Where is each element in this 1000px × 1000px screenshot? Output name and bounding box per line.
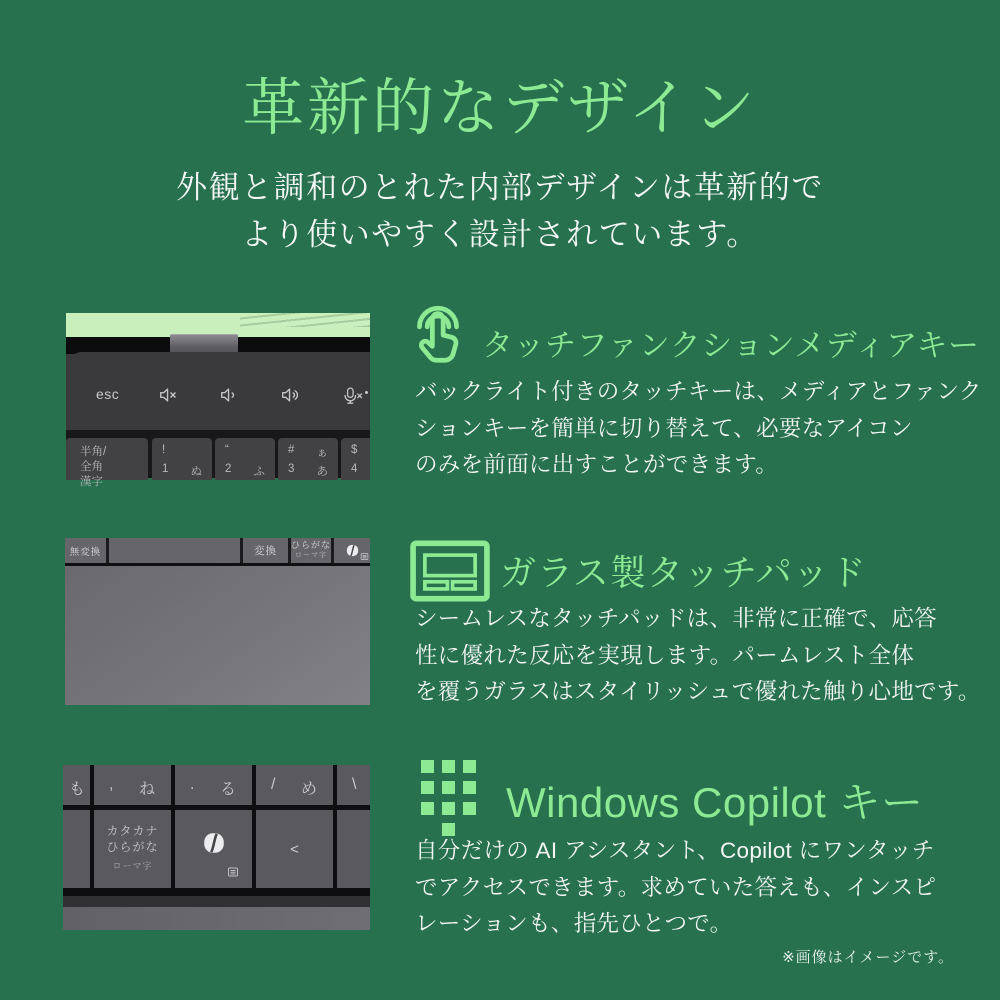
key-label: $ [351,444,358,456]
body-line: でアクセスできます。求めていた答えも、インスピ [415,874,937,900]
key-copilot [175,810,252,888]
body-line: シームレスなタッチパッドは、非常に正確で、応答 [415,606,937,631]
body-line: を覆うガラスはスタイリッシュで優れた触り心地です。 [415,679,981,704]
key-label: 4 [351,463,358,475]
key-label: カタカナ [106,824,159,838]
body-line: 自分だけの AI アシスタント、Copilot にワンタッチ [415,838,935,863]
key-slash [256,765,333,805]
key-label: 2 [225,463,232,475]
key-katakana-hiragana [94,810,171,888]
key-label: る [219,781,236,798]
key-period [175,765,252,805]
key-label: “ [225,444,229,456]
subtitle-line-2: より使いやすく設計されています。 [241,217,759,252]
key-label: 変換 [254,545,277,557]
key-label: ひらがな [291,540,332,550]
key-label: ! [162,444,166,456]
palmrest [63,907,370,930]
volume-up-icon [280,385,300,405]
key-label: 半角/ [80,446,107,458]
key-label: 漢字 [80,476,103,488]
key-muhenkan [65,538,106,563]
key-label: . [190,776,195,793]
body-line: レーションも、指先ひとつで。 [415,911,733,936]
touchpad-icon [410,540,490,602]
tap-icon [404,299,472,367]
key-comma [94,765,171,805]
key-2 [215,438,275,480]
copilot-dots-icon [421,760,477,838]
body-line: ションキーを簡単に切り替えて、必要なアイコン [415,415,913,441]
key-left-arrow [256,810,333,888]
key-label: \ [352,776,357,793]
key-4 [341,438,370,480]
photo-touch-function-keys [66,313,370,488]
body-line: のみを前面に出すことができます。 [415,452,779,477]
touchpad-surface [65,566,370,705]
copilot-logo-icon [345,543,360,558]
body-line: バックライト付きのタッチキーは、メディアとファンク [415,379,982,404]
feature-body-touch-keys [415,374,982,484]
key-label: 無変換 [69,546,102,558]
key-backslash [337,765,370,805]
feature-body-touchpad [415,601,981,711]
page-title: 革新的なデザイン [242,74,758,143]
context-menu-icon [227,866,239,878]
key-label: も [68,781,85,798]
key-3 [278,438,338,480]
key-hiragana [291,538,331,563]
key-1 [152,438,212,480]
key-label: ふ [253,466,265,478]
lid-reflection [240,313,370,327]
key-label: # [288,444,295,456]
cut-fn-icon [365,391,368,394]
key-label: ぬ [190,466,202,478]
body-line: 性に優れた反応を実現します。パームレスト全体 [415,642,915,668]
key-partial-left [63,810,90,888]
key-henkan [243,538,288,563]
key-partial-mo [63,765,90,805]
context-menu-icon [360,552,369,561]
key-label: 1 [162,463,169,475]
esc-key-label: esc [96,386,120,402]
key-label: ひらがな [106,840,159,854]
volume-down-icon [219,385,239,405]
feature-title-touch-keys: タッチファンクションメディアキー [482,328,980,363]
key-label: ローマ字 [112,861,153,871]
feature-title-touchpad: ガラス製タッチパッド [500,552,867,593]
key-label: < [290,840,299,858]
key-label: ローマ字 [295,552,327,559]
feature-title-copilot: Windows Copilot キー [506,779,924,826]
photo-copilot-key [63,765,370,930]
key-label: 全角 [80,461,103,473]
key-label: ね [138,781,155,798]
mute-icon [158,385,178,405]
mic-mute-icon [340,384,364,408]
key-partial-right [337,810,370,888]
deck-edge [63,896,370,907]
key-hankaku-zenkaku [66,438,148,488]
image-disclaimer: ※画像はイメージです。 [782,949,954,966]
key-label: / [271,776,276,793]
key-space [109,538,240,563]
feature-body-copilot [415,833,936,943]
key-label: め [300,781,317,798]
page-subtitle [0,164,1000,258]
key-label: あ [316,466,328,478]
key-label: ぁ [316,447,328,459]
photo-glass-touchpad [65,538,370,705]
key-label: 3 [288,463,295,475]
key-copilot-small [334,538,370,563]
copilot-logo-icon [201,830,227,856]
key-label: , [109,776,114,793]
subtitle-line-1: 外観と調和のとれた内部デザインは革新的で [176,170,824,205]
